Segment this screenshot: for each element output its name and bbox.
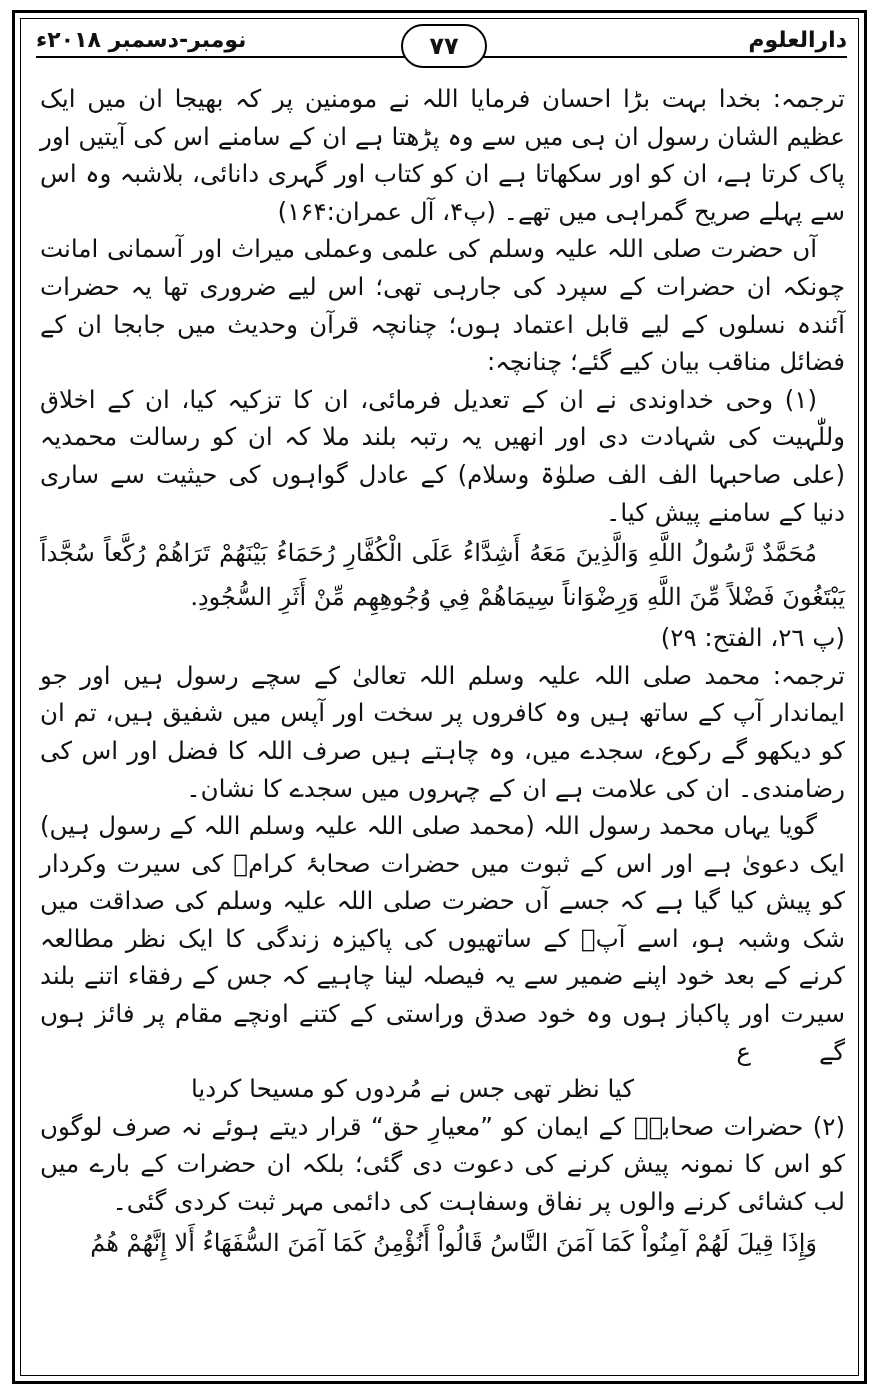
translation-paragraph-1: ترجمہ: بخدا بہت بڑا احسان فرمایا اللہ نے مومنین پر کہ بھیجا ان میں ایک عظیم الشان رسول ان ہی میں سے وہ پڑھتا ہے ان کے سامنے اس کی آیتیں اور پاک کرتا ہے، ان کو اور سکھاتا ہے ان کو کتاب اور گہری دانائی، بلاشبہ وہ اس سے پہلے صریح گمراہی میں تھے۔ (پ۴، آل عمران:۱۶۴) [40,84,845,226]
poetry-line: کیا نظر تھی جس نے مُردوں کو مسیحا کردیا [190,1074,635,1104]
page-number: ۷۷ [401,24,487,68]
translation-paragraph-2: ترجمہ: محمد صلی اللہ علیہ وسلم اللہ تعالیٰ کے سچے رسول ہیں اور جو ایماندار آپ کے ساتھ ہیں وہ کافروں پر سخت اور آپس میں شفیق ہیں، تم ان کو دیکھو گے رکوع، سجدے میں، وہ چاہتے ہیں صرف اللہ کا فضل اور اس کی رضامندی۔ ان کی علامت ہے ان کے چہروں میں سجدے کا نشان۔ [40,660,845,803]
article-body [40,80,845,1265]
paragraph-2: آں حضرت صلی اللہ علیہ وسلم کی علمی وعملی میراث اور آسمانی امانت چونکہ ان حضرات کے سپرد کی جارہی تھی؛ اس لیے ضروری تھا یہ حضرات آئندہ نسلوں کے لیے قابل اعتماد ہوں؛ چنانچہ قرآن وحدیث میں جابجا ان کے فضائل مناقب بیان کیے گئے؛ چنانچہ: [40,234,845,377]
issue-date: نومبر-دسمبر ۲۰۱۸ء [36,28,247,53]
point-1-paragraph: (۱) وحی خداوندی نے ان کے تعدیل فرمائی، ان کا تزکیہ کیا، ان کے اخلاق وللّٰہیت کی شہادت دی اور انھیں یہ رتبہ بلند ملا کہ ان کو رسالت محمدیہ (علی صاحبہا الف الف صلوٰۃ وسلام) کے عادل گواہوں کی حیثیت سے ساری دنیا کے سامنے پیش کیا۔ [40,384,845,527]
paragraph-5 [40,807,845,1070]
quran-verse-2: وَإِذَا قِيلَ لَهُمْ آمِنُواْ كَمَا آمَنَ النَّاسُ قَالُواْ أَنُؤْمِنُ كَمَا آمَنَ السُّفَهَاءُ أَلا إِنَّهُمْ هُمُ [90,1228,817,1257]
paragraph-5-text: گویا یہاں محمد رسول اللہ (محمد صلی اللہ علیہ وسلم اللہ کے رسول ہیں) ایک دعویٰ ہے اور اس کے ثبوت میں حضرات صحابۂ کرامؓ کی سیرت وکردار کو پیش کیا گیا ہے کہ جسے آں حضرت صلی اللہ علیہ وسلم کی صداقت میں شک وشبہ ہو، اسے آپؐ کے ساتھیوں کی پاکیزہ زندگی کا ایک نظر مطالعہ کرنے کے بعد خود اپنے ضمیر سے یہ فیصلہ لینا چاہیے کہ جس کے رفقاء اتنے بلند سیرت اور پاکباز ہوں وہ خود صدق وراستی کے کتنے اونچے مقام پر فائز ہوں گے [40,811,845,1066]
journal-name: دارالعلوم [748,28,847,53]
verse-1-reference: (پ ٢٦، الفتح: ٢٩) [660,623,845,653]
page-header [36,26,847,74]
point-2-paragraph: (۲) حضرات صحابہؓ کے ایمان کو ”معیارِ حق“ قرار دیتے ہوئے نہ صرف لوگوں کو اس کا نمونہ پیش کرنے کی دعوت دی گئی؛ بلکہ ان حضرات کے بارے میں لب کشائی کرنے والوں پر نفاق وسفاہت کی دائمی مہر ثبت کردی گئی۔ [40,1111,845,1217]
misra-marker: ع [736,1036,751,1066]
quran-verse-1: مُحَمَّدٌ رَّسُولُ اللَّهِ وَالَّذِينَ مَعَهُ أَشِدَّاءُ عَلَى الْكُفَّارِ رُحَمَاءُ بَيْنَهُمْ تَرَاهُمْ رُكَّعاً سُجَّداً يَبْتَغُونَ فَضْلاً مِّنَ اللَّهِ وَرِضْوَاناً سِيمَاهُمْ فِي وُجُوهِهِم مِّنْ أَثَرِ السُّجُودِ. [40,539,845,612]
